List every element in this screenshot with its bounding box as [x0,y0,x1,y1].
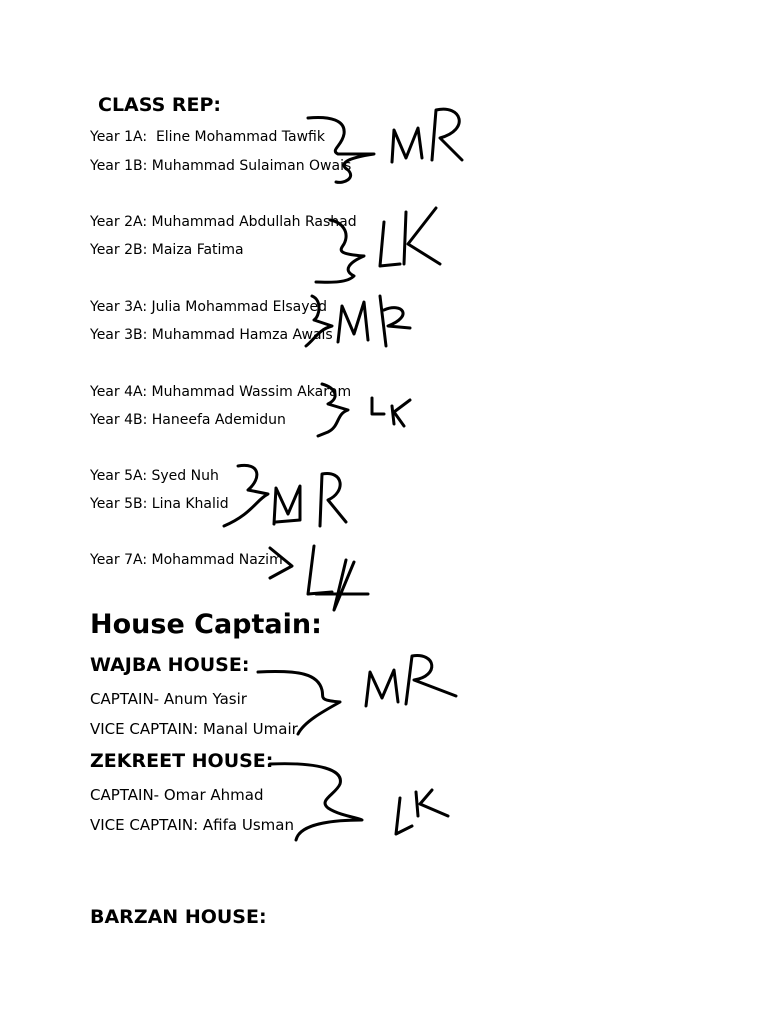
class-rep-row: Year 2B: Maiza Fatima [90,242,244,258]
zekreet-captain: CAPTAIN- Omar Ahmad [90,786,264,804]
wajba-captain: CAPTAIN- Anum Yasir [90,690,247,708]
class-rep-row: Year 5B: Lina Khalid [90,496,229,512]
wajba-house-heading: WAJBA HOUSE: [90,654,250,676]
class-rep-row: Year 4A: Muhammad Wassim Akaram [90,384,352,400]
handwritten-initials-lk [270,764,448,840]
zekreet-vice-captain: VICE CAPTAIN: Afifa Usman [90,816,294,834]
handwritten-initials-mr [224,465,346,526]
house-captain-heading: House Captain: [90,609,322,640]
class-rep-row: Year 4B: Haneefa Ademidun [90,412,286,428]
zekreet-house-heading: ZEKREET HOUSE: [90,750,274,772]
handwritten-initials-lk [270,546,368,610]
class-rep-row: Year 3B: Muhammad Hamza Awais [90,327,333,343]
class-rep-row: Year 5A: Syed Nuh [90,468,219,484]
class-rep-row: Year 2A: Muhammad Abdullah Rashad [90,214,357,230]
class-rep-row: Year 7A: Mohammad Nazim [90,552,283,568]
wajba-vice-captain: VICE CAPTAIN: Manal Umair [90,720,298,738]
barzan-house-heading: BARZAN HOUSE: [90,906,267,928]
class-rep-row: Year 1A: Eline Mohammad Tawfik [90,129,325,145]
class-rep-row: Year 3A: Julia Mohammad Elsayed [90,299,327,315]
class-rep-heading: CLASS REP: [98,94,222,116]
class-rep-row: Year 1B: Muhammad Sulaiman Owais [90,158,352,174]
